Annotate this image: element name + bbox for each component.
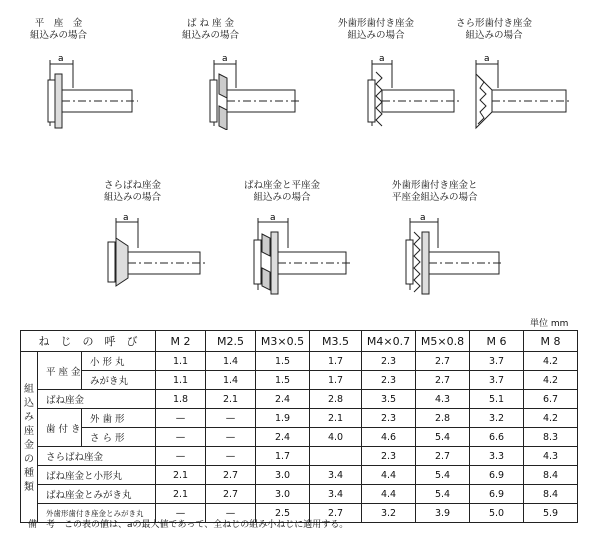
table-cell: 2.7 [416,371,470,390]
table-cell: 1.8 [156,390,206,409]
row-label: さ ら 形 [82,428,156,447]
table-cell: 3.4 [310,485,362,504]
table-cell: 1.7 [310,371,362,390]
figure-tooth-and-flat-washer [396,210,506,300]
table-cell: 3.7 [470,352,524,371]
table-cell: 3.3 [470,447,524,466]
table-cell: 1.7 [310,352,362,371]
table-cell: 2.7 [206,466,256,485]
table-cell: 4.2 [524,409,578,428]
table-cell: 1.4 [206,371,256,390]
row-label: ばね座金 [38,390,156,409]
table-cell: 1.5 [256,371,310,390]
table-cell: 5.4 [416,485,470,504]
row-label: みがき丸 [82,371,156,390]
dim-label-a: a [484,54,490,64]
caption-spring-washer: ば ね 座 金 組込みの場合 [182,18,240,41]
dim-label-a: a [58,54,64,64]
table-cell: — [156,504,206,523]
table-cell: 2.7 [416,352,470,371]
table-cell: 2.1 [156,485,206,504]
table-cell: 5.4 [416,428,470,447]
row-label: 外 歯 形 [82,409,156,428]
table-cell: 4.4 [362,485,416,504]
table-cell: 1.4 [206,352,256,371]
table-cell: 2.7 [416,447,470,466]
header-size: M3.5 [310,331,362,352]
table-row [21,466,578,485]
table-cell: 6.9 [470,466,524,485]
table-cell: 5.0 [470,504,524,523]
row-label: ばね座金とみがき丸 [38,485,156,504]
caption-conical-spring-washer: さらばね座金 組込みの場合 [104,180,162,203]
table-cell: 2.3 [362,409,416,428]
table-cell: 2.1 [310,409,362,428]
table-row [21,447,578,466]
caption-flat-washer: 平 座 金 組込みの場合 [30,18,88,41]
table-row [21,352,578,371]
figure-countersunk-tooth-washer [466,50,576,130]
table-cell: 8.3 [524,428,578,447]
table-cell: 6.9 [470,485,524,504]
table-cell: — [156,447,206,466]
table-cell: 5.9 [524,504,578,523]
table-row [21,485,578,504]
dim-label-a: a [270,213,276,223]
table-cell: 8.4 [524,485,578,504]
figure-spring-washer [192,50,302,130]
table-cell: 2.8 [310,390,362,409]
row-group-label: 歯 付 き [38,409,82,447]
table-cell [310,447,362,466]
table-cell: 1.7 [256,447,310,466]
table-row [21,409,578,428]
table-cell: 2.8 [416,409,470,428]
table-cell: 5.4 [416,466,470,485]
table-cell: 3.0 [256,485,310,504]
table-cell: 8.4 [524,466,578,485]
footnote: 備 考 この表の値は、aの最大値であって、全ねじの組み小ねじに適用する。 [28,520,349,530]
table-cell: 6.7 [524,390,578,409]
header-size: M5×0.8 [416,331,470,352]
table-cell: 2.3 [362,352,416,371]
figure-conical-spring-washer [98,210,208,290]
table-cell: — [206,428,256,447]
header-size: M3×0.5 [256,331,310,352]
table-cell: 2.1 [206,390,256,409]
table-cell: 2.1 [156,466,206,485]
table-cell: 2.4 [256,390,310,409]
figure-spring-and-flat-washer [244,210,354,300]
table-cell: 4.2 [524,352,578,371]
table-cell: — [206,409,256,428]
dimension-table [20,330,578,523]
table-cell: 3.4 [310,466,362,485]
table-cell: 4.2 [524,371,578,390]
table-cell: 4.0 [310,428,362,447]
row-label: さらばね座金 [38,447,156,466]
table-cell: 2.3 [362,447,416,466]
table-cell: 4.4 [362,466,416,485]
table-row [21,390,578,409]
dim-label-a: a [222,54,228,64]
header-title: ね じ の 呼 び [21,331,156,352]
caption-countersunk-tooth-washer: さら形歯付き座金 組込みの場合 [456,18,533,41]
table-cell: 3.9 [416,504,470,523]
table-cell: 5.1 [470,390,524,409]
table-header-row [21,331,578,352]
table-cell: — [156,409,206,428]
table-cell: 3.7 [470,371,524,390]
table-cell: 2.5 [256,504,310,523]
table-cell: 2.4 [256,428,310,447]
row-group-label: 平 座 金 [38,352,82,390]
table-cell: 1.9 [256,409,310,428]
table-cell: — [156,428,206,447]
table-cell: 1.1 [156,371,206,390]
header-size: M 6 [470,331,524,352]
table-cell: 2.7 [206,485,256,504]
table-cell: — [206,504,256,523]
table-cell: 3.2 [362,504,416,523]
row-label: 小 形 丸 [82,352,156,371]
table-cell: 1.5 [256,352,310,371]
table-cell: 1.1 [156,352,206,371]
caption-spring-and-flat-washer: ばね座金と平座金 組込みの場合 [244,180,321,203]
row-label: 外歯形歯付き座金とみがき丸 [38,504,156,523]
caption-external-tooth-washer: 外歯形歯付き座金 組込みの場合 [338,18,415,41]
dim-label-a: a [123,213,129,223]
table-cell: 4.3 [524,447,578,466]
table-cell: 4.6 [362,428,416,447]
unit-label: 単位 mm [530,319,569,329]
header-size: M4×0.7 [362,331,416,352]
table-cell: 3.0 [256,466,310,485]
side-label: 組 込 み 座 金 の 種 類 [21,352,38,523]
table-cell: 2.7 [310,504,362,523]
table-row [21,428,578,447]
caption-tooth-and-flat-washer: 外歯形歯付き座金と 平座金組込みの場合 [392,180,478,203]
header-size: M 8 [524,331,578,352]
table-cell: 4.3 [416,390,470,409]
dim-label-a: a [379,54,385,64]
table-cell: 2.3 [362,371,416,390]
header-size: M2.5 [206,331,256,352]
table-cell: 6.6 [470,428,524,447]
dim-label-a: a [420,213,426,223]
figure-flat-washer [30,50,140,130]
figure-external-tooth-washer [352,50,462,130]
header-size: M 2 [156,331,206,352]
table-row [21,371,578,390]
row-label: ばね座金と小形丸 [38,466,156,485]
table-cell: 3.5 [362,390,416,409]
table-cell: 3.2 [470,409,524,428]
table-cell: — [206,447,256,466]
